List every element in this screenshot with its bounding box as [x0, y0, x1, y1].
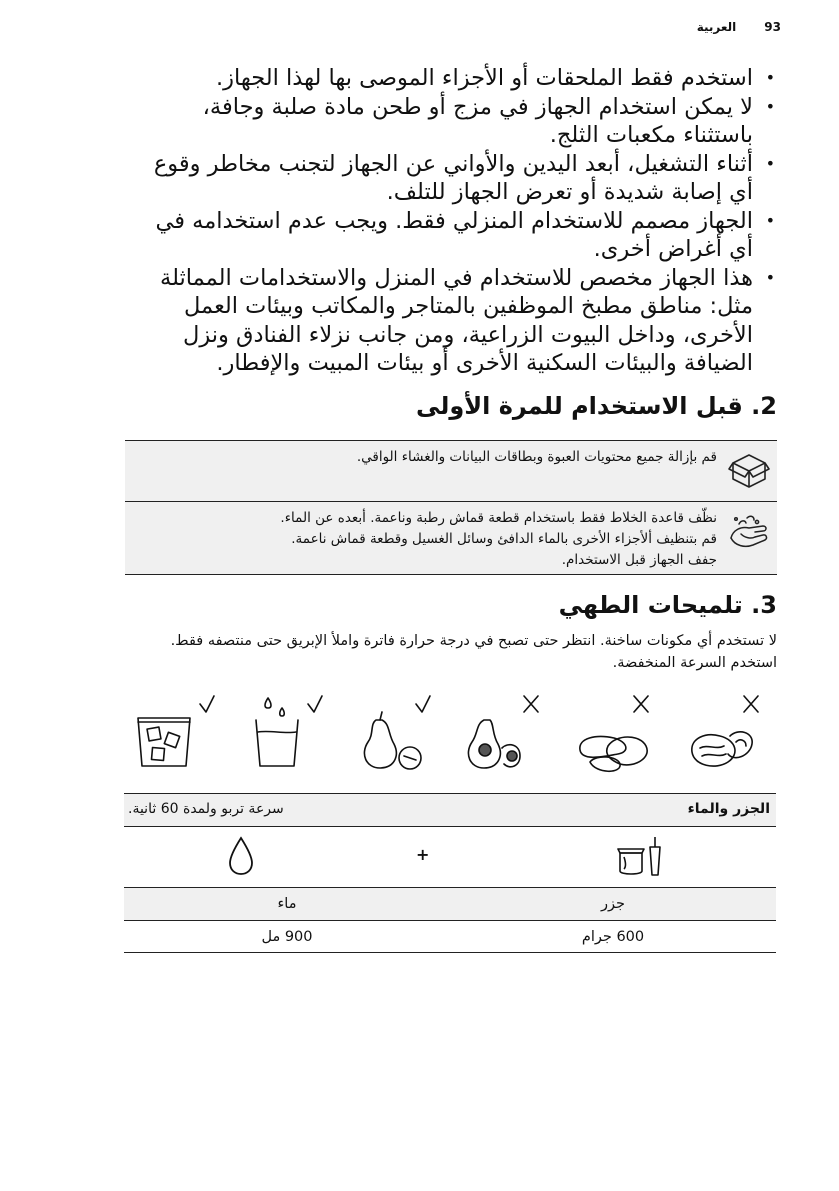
amount-water: 900 مل: [261, 928, 313, 945]
water-drop-icon: [226, 835, 256, 877]
page-number: 93: [764, 20, 781, 34]
cleaning-hand-icon: [727, 510, 771, 554]
avocado-icon: [468, 720, 520, 768]
box-icon: [727, 449, 771, 493]
cross-icon: [744, 696, 758, 712]
soft-fruit-icon: [364, 712, 421, 769]
section-2-title: 2. قبل الاستخدام للمرة الأولى: [416, 392, 777, 420]
carrot-jar-icon: [614, 835, 664, 879]
ice-cubes-glass-icon: [138, 718, 190, 766]
cross-icon: [634, 696, 648, 712]
recipe-icons-row: [124, 827, 776, 888]
check-icon: [308, 696, 322, 712]
recipe-table: [124, 793, 776, 953]
language-label: العربية: [696, 20, 737, 34]
recipe-ingredient-row: [124, 888, 776, 921]
bullet-item: • استخدم فقط الملحقات أو الأجزاء الموصى بها لهذا الجهاز.: [153, 64, 773, 93]
row-text: [125, 441, 717, 468]
page-header: [697, 20, 781, 34]
amount-carrot: 600 جرام: [581, 928, 645, 945]
bullet-item: • أثناء التشغيل، أبعد اليدين والأواني عن الجهاز لتجنب مخاطر وقوع أي إصابة شديدة أو تعرض الجهاز للتلف.: [153, 150, 773, 207]
section-3-title: 3. تلميحات الطهي: [558, 591, 777, 619]
recipe-header-row: [124, 794, 776, 827]
first-use-table: [125, 440, 777, 575]
bullet-item: • الجهاز مصمم للاستخدام المنزلي فقط. ويجب عدم استخدامه في أي أغراض أخرى.: [153, 207, 773, 264]
recipe-setting: سرعة تربو ولمدة 60 ثانية.: [128, 801, 284, 817]
nuts-icon: [692, 732, 752, 766]
ingredient-carrot: جزر: [601, 896, 625, 912]
table-row: [125, 441, 777, 502]
instruction-line: جفف الجهاز قبل الاستخدام.: [561, 552, 717, 568]
bullet-item: • لا يمكن استخدام الجهاز في مزج أو طحن مادة صلبة وجافة، باستثناء مكعبات الثلج.: [153, 93, 773, 150]
recipe-name: الجزر والماء: [687, 801, 770, 817]
plus-sign: +: [416, 845, 430, 864]
check-icon: [200, 696, 214, 712]
food-icons-row: [120, 690, 780, 780]
water-glass-icon: [256, 698, 298, 766]
bullet-item: • هذا الجهاز مخصص للاستخدام في المنزل والاستخدامات المماثلة مثل: مناطق مطبخ الموظفين بالمتاجر والمكاتب وبيئات العمل الأخرى، وداخل البيوت الزراعية، ومن جانب نزلاء الفنادق ونزل الضيافة والبيئات السكنية الأخرى أو بيئات المبيت والإفطار.: [153, 264, 773, 378]
table-row: [125, 502, 777, 575]
check-icon: [416, 696, 430, 712]
instruction-line: نظّف قاعدة الخلاط فقط باستخدام قطعة قماش رطبة وناعمة. أبعده عن الماء.: [280, 510, 717, 526]
beans-icon: [580, 737, 647, 772]
cross-icon: [524, 696, 538, 712]
instruction-line: قم بإزالة جميع محتويات العبوة وبطاقات البيانات والغشاء الواقي.: [356, 449, 717, 465]
recipe-amount-row: [124, 921, 776, 953]
instruction-line: قم بتنظيف ألأجزاء الأخرى بالماء الدافئ وسائل الغسيل وقطعة قماش ناعمة.: [291, 531, 717, 547]
ingredient-water: ماء: [277, 896, 297, 912]
cooking-tips-intro: لا تستخدم أي مكونات ساخنة. انتظر حتى تصبح في درجة حرارة فاترة واملأ الإبريق حتى منتصفه فقط. استخدم السرعة المنخفضة.: [170, 633, 777, 671]
row-text: [125, 502, 717, 571]
safety-bullet-list: [153, 64, 773, 378]
